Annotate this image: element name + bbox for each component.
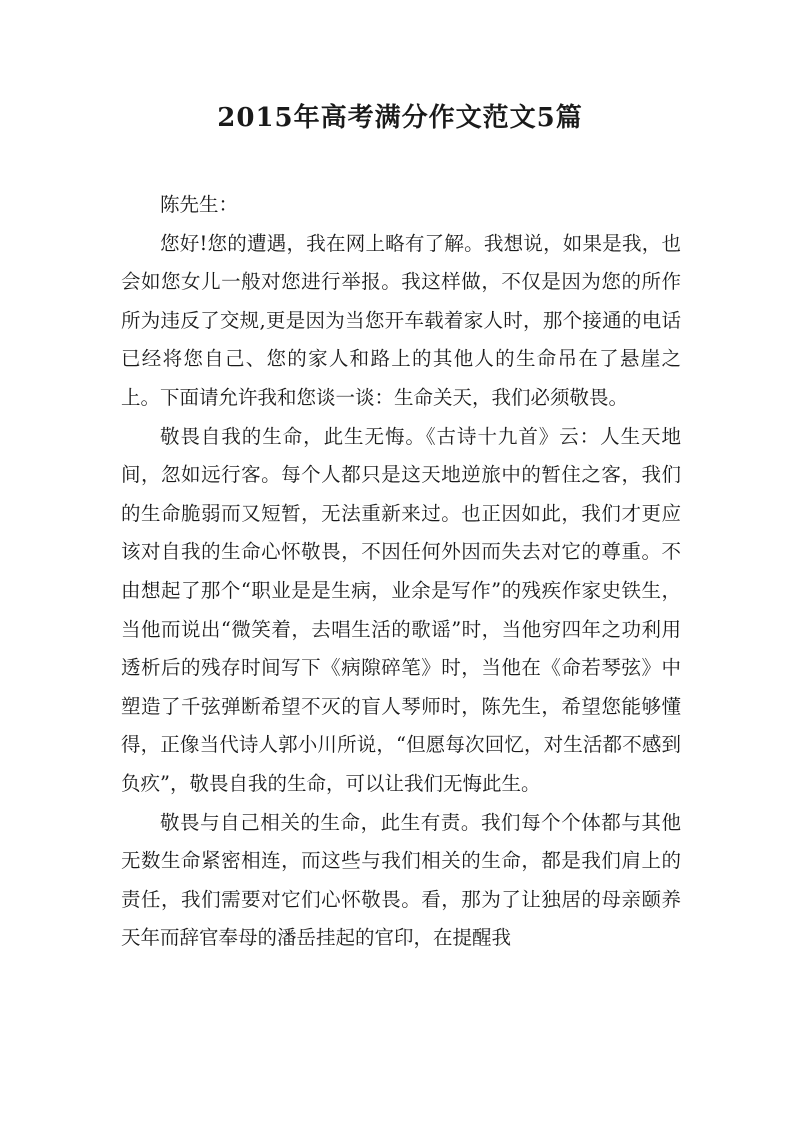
- document-title: 2015年高考满分作文范文5篇: [217, 103, 583, 133]
- paragraph-1: 您好!您的遭遇，我在网上略有了解。我想说，如果是我，也会如您女儿一般对您进行举报。我这样做，不仅是因为您的所作所为违反了交规,更是因为当您开车载着家人时，那个接通的电话已经将您自己、您的家人和路上的其他人的生命吊在了悬崖之上。下面请允许我和您谈一谈：生命关天，我们必须敬畏。: [121, 231, 681, 409]
- paragraph-3: 敬畏与自己相关的生命，此生有责。我们每个个体都与其他无数生命紧密相连，而这些与我们相关的生命，都是我们肩上的责任，我们需要对它们心怀敬畏。看，那为了让独居的母亲颐养天年而辞官奉母的潘岳挂起的官印，在提醒我: [121, 810, 681, 950]
- salutation: 陈先生：: [160, 193, 239, 216]
- paragraph-2: 敬畏自我的生命，此生无悔。《古诗十九首》云：人生天地间，忽如远行客。每个人都只是这天地逆旅中的暂住之客，我们的生命脆弱而又短暂，无法重新来过。也正因如此，我们才更应该对自我的生命心怀敬畏，不因任何外因而失去对它的尊重。不由想起了那个“职业是是生病，业余是写作”的残疾作家史铁生，当他而说出“微笑着，去唱生活的歌谣”时，当他穷四年之功利用透析后的残存时间写下《病隙碎笔》时，当他在《命若琴弦》中塑造了千弦弹断希望不灭的盲人琴师时，陈先生，希望您能够懂得，正像当代诗人郭小川所说，“但愿每次回忆，对生活都不感到负疚”，敬畏自我的生命，可以让我们无悔此生。: [121, 424, 681, 795]
- document-body: [121, 186, 681, 958]
